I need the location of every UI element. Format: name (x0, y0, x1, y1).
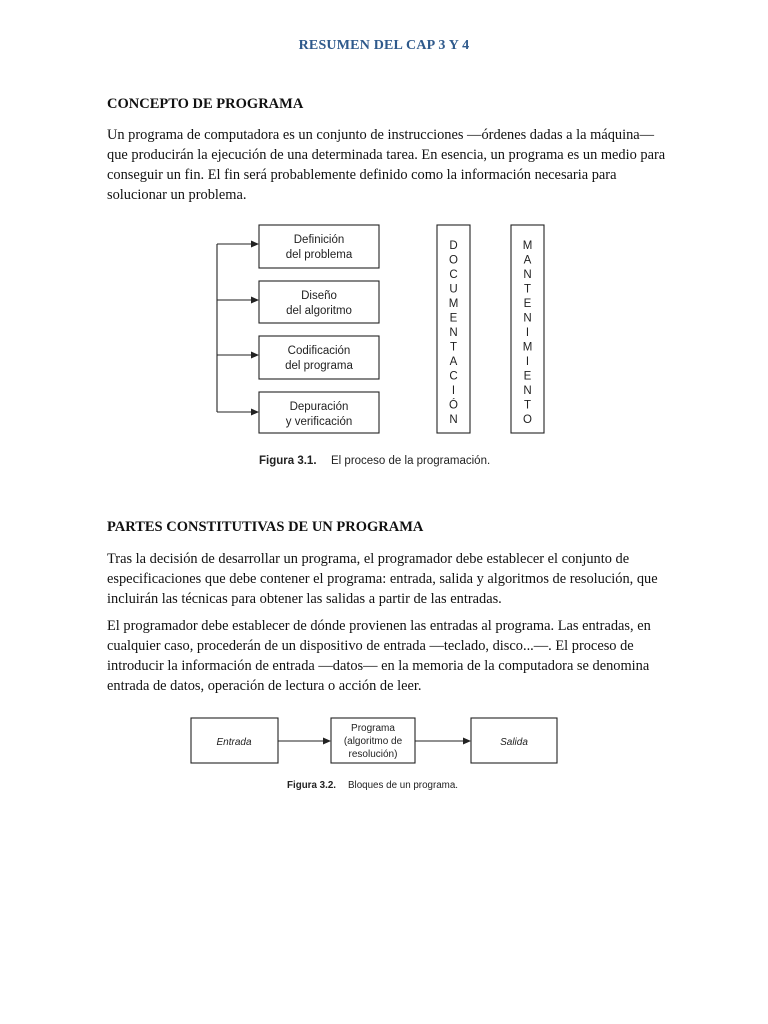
page-title: RESUMEN DEL CAP 3 Y 4 (298, 38, 470, 53)
figure2-caption-label: Figura 3.2. (287, 780, 336, 791)
block-entrada: Entrada (216, 737, 252, 748)
documentacion-letter: E (449, 312, 458, 325)
mantenimiento-letter: T (523, 399, 532, 412)
mantenimiento-letter: O (523, 414, 532, 426)
mantenimiento-letter: I (525, 356, 530, 368)
block-programa-line1: Programa (351, 723, 395, 734)
documentacion-letter: M (448, 298, 459, 310)
mantenimiento-letter: M (522, 341, 533, 354)
documentacion-letter: N (449, 327, 458, 339)
box-diseno-line2: del algoritmo (286, 305, 352, 317)
documentacion-letter: C (449, 370, 458, 383)
block-programa-line2: (algoritmo de (343, 736, 403, 747)
box-definicion-line1: Definición (293, 234, 345, 246)
paragraph-concepto: Un programa de computadora es un conjunto de instrucciones —órdenes dadas a la máquina— que producirán la ejecución de una determinada tarea. En esencia, un programa es un medio para conseguir un fin. El fin será probablemente definido como la información necesaria para solucionar un problema. (107, 127, 666, 203)
paragraph-partes-2: El programador debe establecer de dónde provienen las entradas al programa. Las entradas, en cualquier caso, procederán de un dispositivo de entrada —teclado, disco...—. El proceso de introducir la información de entrada —datos— en la memoria de la computadora se denomina entrada de datos, operación de lectura o acción de leer. (107, 618, 651, 694)
mantenimiento-letter: N (523, 269, 532, 281)
documentacion-letter: C (449, 269, 458, 281)
mantenimiento-letter: E (523, 298, 532, 310)
figure1-caption-label: Figura 3.1. (259, 455, 317, 467)
block-programa-line3: resolución) (348, 749, 398, 760)
mantenimiento-letter: M (522, 240, 533, 252)
documentacion-letter: D (449, 240, 458, 252)
box-depuracion-line1: Depuración (289, 401, 349, 413)
mantenimiento-letter: T (523, 283, 532, 296)
mantenimiento-letter: A (523, 254, 532, 267)
documentacion-letter: N (449, 414, 458, 426)
documentacion-letter: I (451, 385, 456, 397)
figure-program-blocks (185, 712, 565, 794)
box-depuracion-line2: y verificación (285, 416, 353, 428)
documentacion-letter: Ó (449, 399, 458, 412)
documentacion-letter: O (449, 254, 458, 267)
box-codificacion-line1: Codificación (287, 345, 351, 357)
paragraph-partes-1: Tras la decisión de desarrollar un programa, el programador debe establecer el conjunto de especificaciones que debe contener el programa: entrada, salida y algoritmos de resolución, que incluirán las técnicas para obtener las salidas a partir de las entradas. (107, 551, 658, 607)
section-heading-partes: PARTES CONSTITUTIVAS DE UN PROGRAMA (107, 519, 424, 535)
box-codificacion-line2: del programa (285, 360, 353, 372)
box-diseno-line1: Diseño (301, 290, 337, 302)
mantenimiento-letter: I (525, 327, 530, 339)
figure-programming-process (200, 220, 560, 470)
section-heading-concepto: CONCEPTO DE PROGRAMA (107, 96, 304, 112)
figure2-caption-text: Bloques de un programa. (348, 780, 459, 791)
figure1-caption-text: El proceso de la programación. (331, 455, 491, 467)
mantenimiento-letter: E (523, 370, 532, 383)
block-salida: Salida (500, 737, 528, 748)
mantenimiento-letter: N (523, 312, 532, 325)
documentacion-letter: U (449, 283, 458, 296)
mantenimiento-letter: N (523, 385, 532, 397)
box-definicion-line2: del problema (285, 249, 353, 261)
documentacion-letter: T (449, 341, 458, 354)
documentacion-letter: A (449, 356, 458, 368)
